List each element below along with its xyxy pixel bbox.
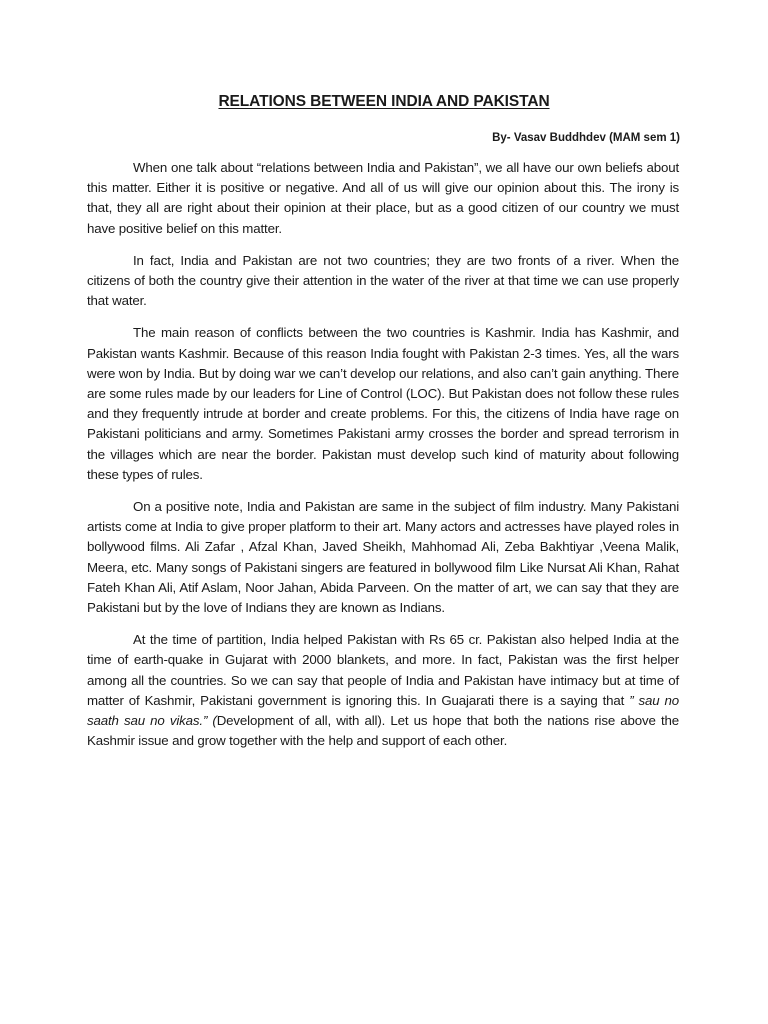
paragraph: When one talk about “relations between India and Pakistan”, we all have our own beliefs about this matter. Either it is positive or negative. And all of us will give our opinion about this. The irony is that, they all are right about their opinion at their place, but as a good citizen of our country we must have positive belief on this matter. <box>87 160 679 236</box>
author-byline: By- Vasav Buddhdev (MAM sem 1) <box>492 132 680 144</box>
document-body <box>87 158 679 763</box>
paragraph: In fact, India and Pakistan are not two countries; they are two fronts of a river. When the citizens of both the country give their attention in the water of the river at that time we can use properly that water. <box>87 252 679 309</box>
paragraph: The main reason of conflicts between the two countries is Kashmir. India has Kashmir, and Pakistan wants Kashmir. Because of this reason India fought with Pakistan 2-3 times. Yes, all the wars were won by India. But by doing war we can’t develop our relations, and also can’t gain anything. There are some rules made by our leaders for Line of Control (LOC). But Pakistan does not follow these rules and they frequently intrude at border and create problems. For this, the citizens of India have rage on Pakistani politicians and army. Sometimes Pakistani army crosses the border and spread terrorism in the villages which are near the border. Pakistan must develop such kind of maturity about following these types of rules. <box>87 325 679 482</box>
paragraph-text: Development of all, with all). Let us hope that both the nations rise above the Kashmir issue and grow together with the help and support of each other. <box>87 713 679 749</box>
paragraph: On a positive note, India and Pakistan are same in the subject of film industry. Many Pakistani artists come at India to give proper platform to their art. Many actors and actresses have played roles in bollywood films. Ali Zafar , Afzal Khan, Javed Sheikh, Mahhomad Ali, Zeba Bakhtiyar ,Veena Malik, Meera, etc. Many songs of Pakistani singers are featured in bollywood film Like Nursat Ali Khan, Rahat Fateh Khan Ali, Atif Aslam, Noor Jahan, Abida Parveen. On the matter of art, we can say that they are Pakistani but by the love of Indians they are known as Indians. <box>87 499 679 616</box>
paragraph-text: At the time of partition, India helped Pakistan with Rs 65 cr. Pakistan also helped India at the time of earth-quake in Gujarat with 2000 blankets, and more. In fact, Pakistan was the first helper among all the countries. So we can say that people of India and Pakistan have intimacy but at time of matter of Kashmir, Pakistani government is ignoring this. In Guajarati there is a saying that <box>87 632 679 708</box>
gujarati-quote: ” sau no saath sau no vikas.” ( <box>87 692 679 729</box>
document-title: RELATIONS BETWEEN INDIA AND PAKISTAN <box>218 93 550 110</box>
paragraph-last <box>87 630 679 751</box>
